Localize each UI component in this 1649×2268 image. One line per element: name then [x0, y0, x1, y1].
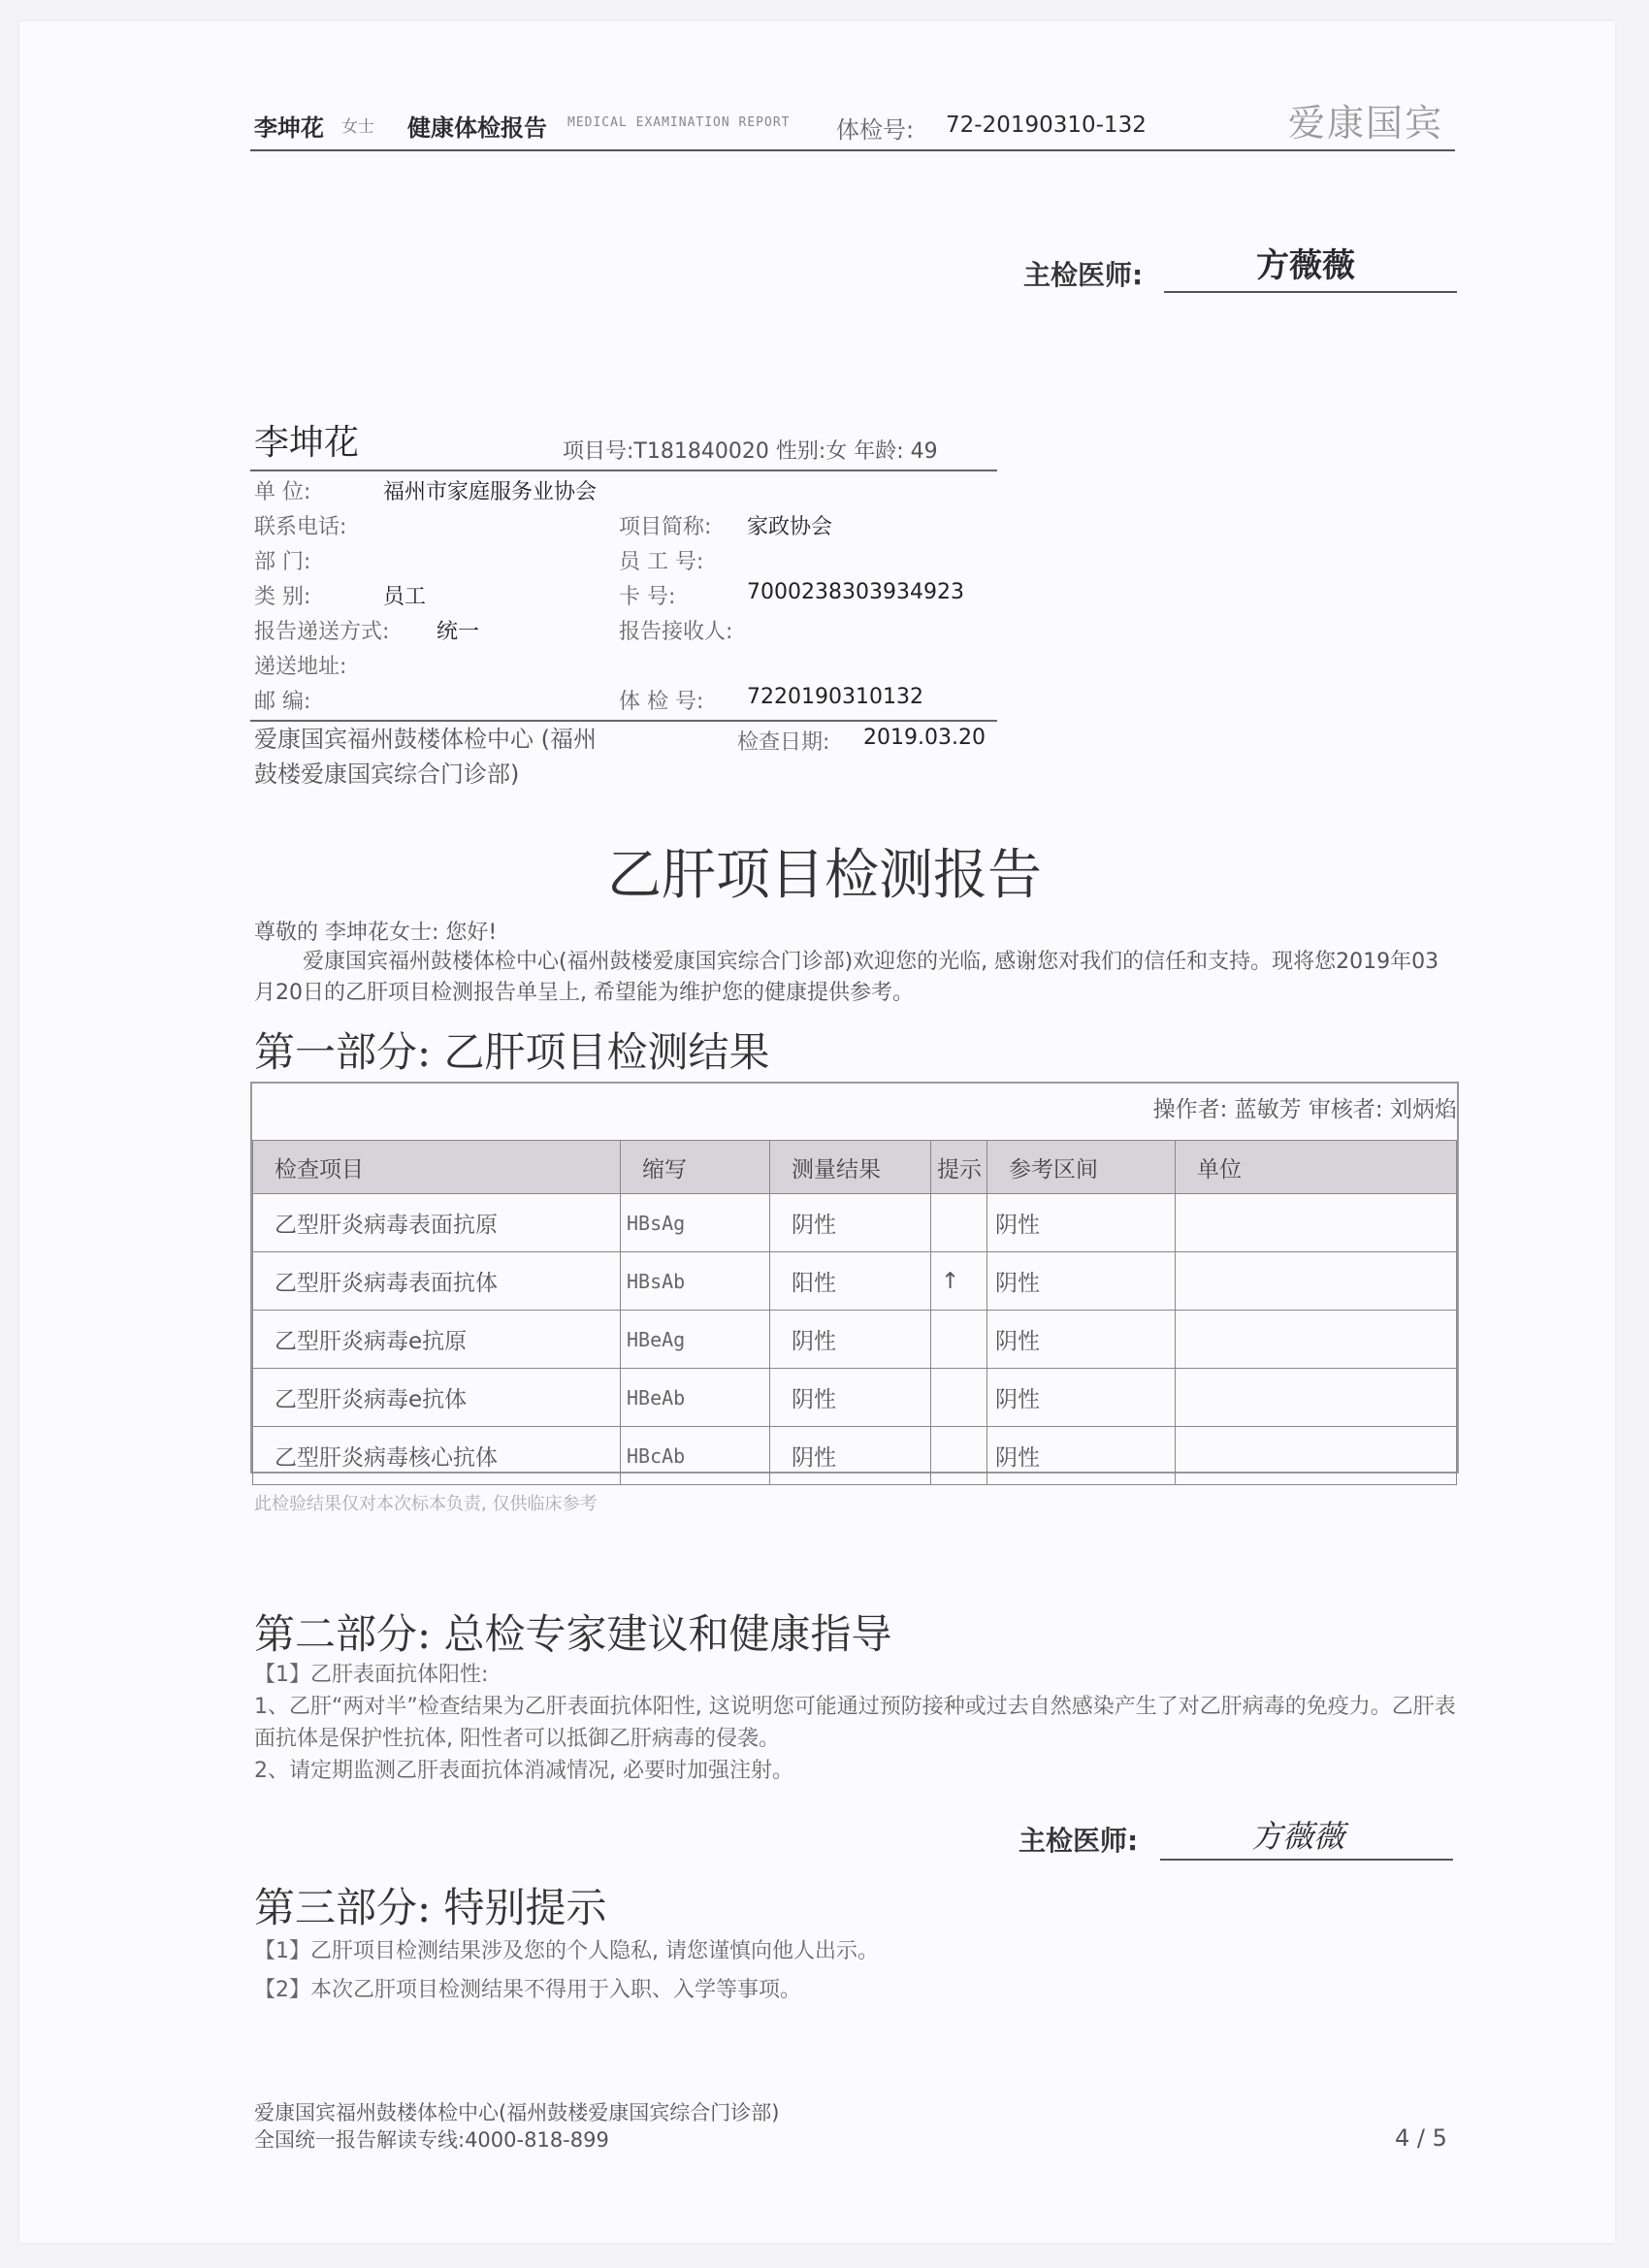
patient-meta: 项目号:T181840020 性别:女 年龄: 49: [563, 439, 938, 464]
section1-title: 第一部分: 乙肝项目检测结果: [254, 1028, 770, 1076]
cell-unit: [1176, 1194, 1457, 1252]
advice-block: [254, 1659, 1457, 1787]
exam-no-value: 7220190310132: [747, 685, 923, 709]
col-hint-header: 提示: [931, 1141, 987, 1194]
cell-unit: [1176, 1252, 1457, 1311]
type-value: 员工: [383, 585, 427, 609]
cell-unit: [1176, 1311, 1457, 1369]
cell-abbr: HBsAb: [621, 1252, 770, 1311]
footer: [254, 2099, 779, 2154]
delivery-label: 报告递送方式:: [254, 620, 390, 644]
col-unit-header: 单位: [1176, 1141, 1457, 1194]
cell-unit: [1176, 1427, 1457, 1485]
patient-divider: [250, 470, 997, 471]
doctor-signature-line-top: [1164, 291, 1457, 293]
col-item-header: 检查项目: [253, 1141, 621, 1194]
header-gender: 女士: [341, 117, 374, 137]
cell-result: 阴性: [770, 1427, 931, 1485]
cell-item: 乙型肝炎病毒e抗体: [253, 1369, 621, 1427]
project-value: 家政协会: [747, 515, 833, 539]
section3-title: 第三部分: 特别提示: [254, 1884, 607, 1931]
cell-result: 阴性: [770, 1194, 931, 1252]
results-table-frame: [250, 1082, 1459, 1474]
table-header-row: [253, 1141, 1457, 1194]
dept-label: 部 门:: [254, 550, 311, 574]
footer-hotline: 全国统一报告解读专线:4000-818-899: [254, 2128, 609, 2152]
header-exam-no: 72-20190310-132: [946, 113, 1147, 138]
delivery-value: 统一: [436, 620, 480, 644]
cell-result: 阳性: [770, 1252, 931, 1311]
type-label: 类 别:: [254, 585, 311, 609]
cell-item: 乙型肝炎病毒表面抗体: [253, 1252, 621, 1311]
table-row: [253, 1311, 1457, 1369]
table-row: [253, 1194, 1457, 1252]
footer-center: 爱康国宾福州鼓楼体检中心(福州鼓楼爱康国宾综合门诊部): [254, 2101, 780, 2124]
cell-unit: [1176, 1369, 1457, 1427]
cell-hint: [931, 1427, 987, 1485]
exam-date-value: 2019.03.20: [863, 726, 986, 750]
greeting: 尊敬的 李坤花女士: 您好!: [254, 921, 498, 945]
zip-label: 邮 编:: [254, 690, 311, 714]
brand-logo-text: 爱康国宾: [1288, 102, 1444, 145]
report-title: 乙肝项目检测报告: [607, 844, 1042, 907]
cell-abbr: HBeAb: [621, 1369, 770, 1427]
card-value: 7000238303934923: [747, 580, 964, 604]
address-label: 递送地址:: [254, 655, 347, 679]
doctor-signature-line-bottom: [1160, 1859, 1453, 1861]
tip-2: 【2】本次乙肝项目检测结果不得用于入职、入学等事项。: [254, 1978, 801, 2002]
cell-abbr: HBcAb: [621, 1427, 770, 1485]
results-disclaimer: 此检验结果仅对本次标本负责, 仅供临床参考: [254, 1494, 598, 1514]
cell-hint: [931, 1369, 987, 1427]
results-table: [252, 1140, 1457, 1485]
table-row: [253, 1369, 1457, 1427]
cell-item: 乙型肝炎病毒核心抗体: [253, 1427, 621, 1485]
header-divider: [250, 149, 1455, 151]
exam-center: 爱康国宾福州鼓楼体检中心 (福州鼓楼爱康国宾综合门诊部): [254, 726, 597, 788]
card-label: 卡 号:: [619, 585, 676, 609]
cell-hint: [931, 1311, 987, 1369]
intro-paragraph: 爱康国宾福州鼓楼体检中心(福州鼓楼爱康国宾综合门诊部)欢迎您的光临, 感谢您对我们的信任和支持。现将您2019年03月20日的乙肝项目检测报告单呈上, 希望能为维护您的健康提供参考。: [254, 950, 1439, 1005]
cell-hint-up-arrow: ↑: [931, 1252, 987, 1311]
header-exam-no-label: 体检号:: [836, 116, 915, 144]
advice-line-2: 2、请定期监测乙肝表面抗体消减情况, 必要时加强注射。: [254, 1759, 793, 1783]
doctor-signature-bottom: 方薇薇: [1251, 1818, 1345, 1855]
cell-ref: 阴性: [987, 1252, 1176, 1311]
tips-block: [254, 1932, 879, 2010]
header-patient-name: 李坤花: [254, 114, 324, 142]
header-english-title: MEDICAL EXAMINATION REPORT: [567, 115, 791, 130]
tip-1: 【1】乙肝项目检测结果涉及您的个人隐私, 请您谨慎向他人出示。: [254, 1939, 879, 1963]
doctor-label-bottom: 主检医师:: [1018, 1825, 1139, 1857]
cell-ref: 阴性: [987, 1369, 1176, 1427]
patient-name: 李坤花: [254, 423, 360, 463]
col-abbr-header: 缩写: [621, 1141, 770, 1194]
cell-result: 阴性: [770, 1369, 931, 1427]
cell-abbr: HBsAg: [621, 1194, 770, 1252]
cell-abbr: HBeAg: [621, 1311, 770, 1369]
cell-ref: 阴性: [987, 1311, 1176, 1369]
advice-line-1: 1、乙肝“两对半”检查结果为乙肝表面抗体阳性, 这说明您可能通过预防接种或过去自然感染产生了对乙肝病毒的免疫力。乙肝表面抗体是保护性抗体, 阳性者可以抵御乙肝病毒的侵袭。: [254, 1695, 1456, 1751]
cell-ref: 阴性: [987, 1194, 1176, 1252]
cell-item: 乙型肝炎病毒表面抗原: [253, 1194, 621, 1252]
project-label: 项目简称:: [619, 515, 712, 539]
col-result-header: 测量结果: [770, 1141, 931, 1194]
cell-ref: 阴性: [987, 1427, 1176, 1485]
phone-label: 联系电话:: [254, 515, 347, 539]
doctor-label-top: 主检医师:: [1023, 259, 1144, 291]
staff-no-label: 员 工 号:: [619, 550, 704, 574]
section2-title: 第二部分: 总检专家建议和健康指导: [254, 1610, 892, 1658]
exam-date-label: 检查日期:: [737, 730, 830, 755]
operator-reviewer: 操作者: 蓝敏芳 审核者: 刘炳焰: [1152, 1097, 1457, 1122]
cell-hint: [931, 1194, 987, 1252]
unit-value: 福州市家庭服务业协会: [383, 480, 598, 504]
table-row: [253, 1252, 1457, 1311]
page-number: 4 / 5: [1395, 2124, 1447, 2152]
header-report-title: 健康体检报告: [407, 114, 547, 142]
cell-result: 阴性: [770, 1311, 931, 1369]
table-row: [253, 1427, 1457, 1485]
cell-item: 乙型肝炎病毒e抗原: [253, 1311, 621, 1369]
doctor-name-top: 方薇薇: [1256, 246, 1355, 285]
unit-label: 单 位:: [254, 480, 311, 504]
exam-no-label: 体 检 号:: [619, 690, 704, 714]
col-ref-header: 参考区间: [987, 1141, 1176, 1194]
advice-heading: 【1】乙肝表面抗体阳性:: [254, 1663, 489, 1687]
receiver-label: 报告接收人:: [619, 620, 733, 644]
